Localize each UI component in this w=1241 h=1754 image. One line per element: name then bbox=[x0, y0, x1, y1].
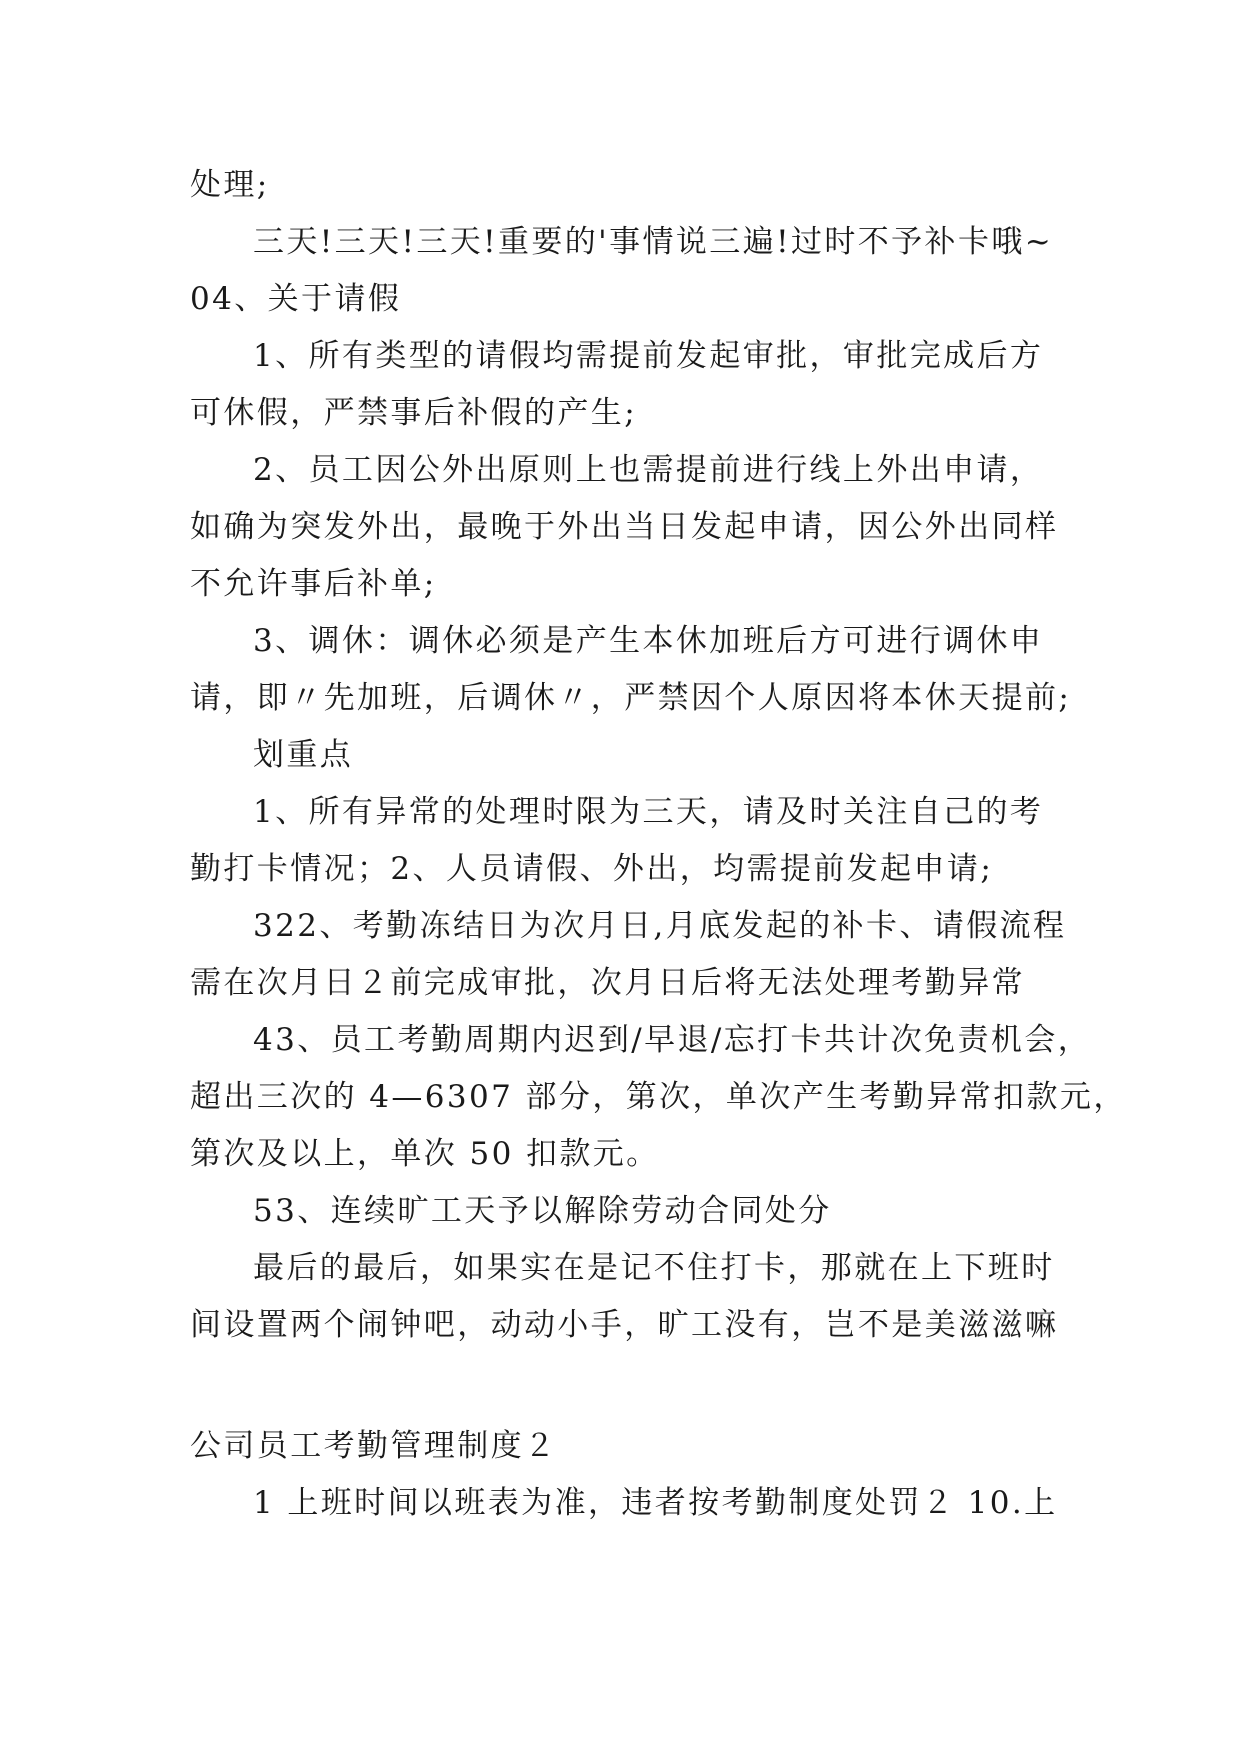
text-line: 1、所有异常的处理时限为三天，请及时关注自己的考 bbox=[253, 794, 1044, 830]
text-line: 43、员工考勤周期内迟到/早退/忘打卡共计次免责机会， bbox=[253, 1022, 1092, 1058]
text-line: 最后的最后，如果实在是记不住打卡，那就在上下班时 bbox=[253, 1250, 1055, 1286]
text-line: 勤打卡情况；2、人员请假、外出，均需提前发起申请; bbox=[190, 851, 994, 887]
text-line: 如确为突发外出，最晚于外出当日发起申请，因公外出同样 bbox=[190, 509, 1059, 545]
text-line: 请，即〃先加班，后调休〃，严禁因个人原因将本休天提前; bbox=[190, 680, 1072, 716]
text-line: 3、调休：调休必须是产生本休加班后方可进行调休申 bbox=[253, 623, 1044, 659]
text-line: 第次及以上，单次 50 扣款元。 bbox=[190, 1136, 660, 1172]
text-line: 53、连续旷工天予以解除劳动合同处分 bbox=[253, 1193, 832, 1229]
text-line: 需在次月日２前完成审批，次月日后将无法处理考勤异常 bbox=[190, 965, 1025, 1001]
text-line: 322、考勤冻结日为次月日,月底发起的补卡、请假流程 bbox=[253, 908, 1067, 944]
text-line: 可休假，严禁事后补假的产生; bbox=[190, 395, 638, 431]
section-heading: 划重点 bbox=[253, 737, 354, 773]
text-line: 1、所有类型的请假均需提前发起审批，审批完成后方 bbox=[253, 338, 1044, 374]
text-line: 1 上班时间以班表为准，违者按考勤制度处罚２ 10.上 bbox=[253, 1485, 1058, 1521]
text-line: 不允许事后补单; bbox=[190, 566, 437, 602]
text-line: 处理; bbox=[190, 167, 270, 203]
document-title: 公司员工考勤管理制度２ bbox=[190, 1428, 558, 1464]
text-line: 超出三次的 4—6307 部分，第次，单次产生考勤异常扣款元， bbox=[190, 1079, 1127, 1115]
text-line: 间设置两个闹钟吧，动动小手，旷工没有，岂不是美滋滋嘛 bbox=[190, 1307, 1059, 1343]
text-line: 三天!三天!三天!重要的'事情说三遍!过时不予补卡哦~ bbox=[253, 224, 1054, 260]
text-line: 2、员工因公外出原则上也需提前进行线上外出申请， bbox=[253, 452, 1044, 488]
section-heading: 04、关于请假 bbox=[190, 281, 402, 317]
